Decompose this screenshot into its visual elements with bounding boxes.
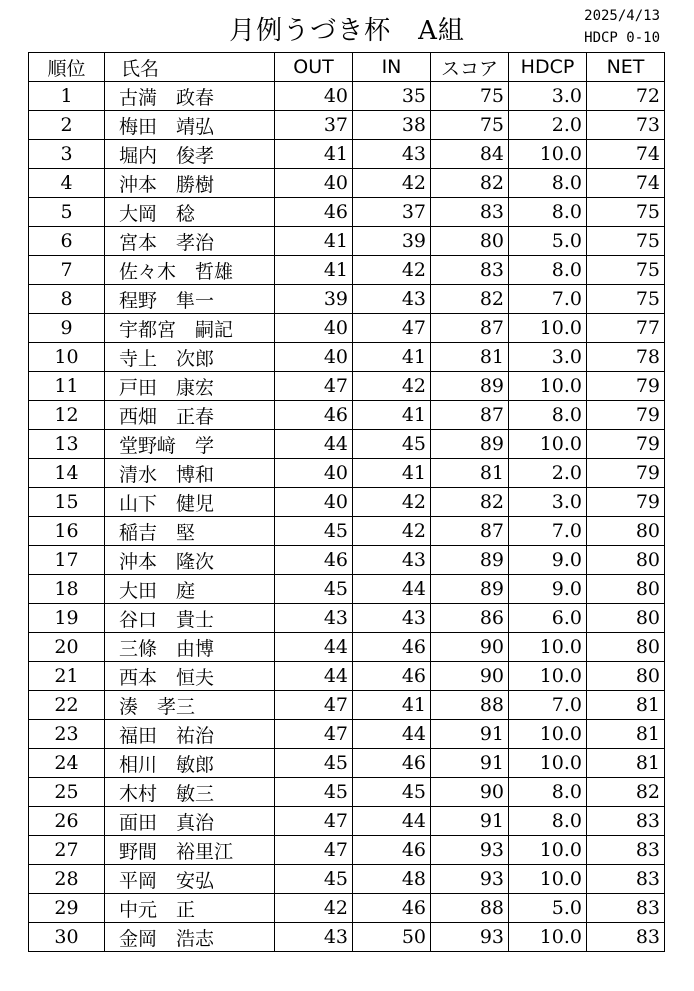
col-header-hdcp: HDCP: [509, 53, 587, 82]
out-cell: 37: [275, 111, 353, 140]
name-cell: 古満 政春: [105, 82, 275, 111]
in-cell: 42: [353, 517, 431, 546]
score-cell: 93: [431, 836, 509, 865]
in-cell: 41: [353, 691, 431, 720]
hdcp-cell: 10.0: [509, 720, 587, 749]
net-cell: 75: [587, 227, 665, 256]
hdcp-cell: 10.0: [509, 865, 587, 894]
name-cell: 西本 恒夫: [105, 662, 275, 691]
table-row: [29, 807, 665, 836]
score-cell: 81: [431, 343, 509, 372]
in-cell: 37: [353, 198, 431, 227]
in-cell: 44: [353, 720, 431, 749]
hdcp-cell: 7.0: [509, 517, 587, 546]
name-cell: 寺上 次郎: [105, 343, 275, 372]
score-cell: 87: [431, 314, 509, 343]
hdcp-cell: 10.0: [509, 836, 587, 865]
hdcp-cell: 8.0: [509, 198, 587, 227]
rank-cell: 8: [29, 285, 105, 314]
out-cell: 47: [275, 691, 353, 720]
in-cell: 43: [353, 285, 431, 314]
net-cell: 79: [587, 459, 665, 488]
name-cell: 野間 裕里江: [105, 836, 275, 865]
in-cell: 44: [353, 807, 431, 836]
net-cell: 83: [587, 836, 665, 865]
rank-cell: 30: [29, 923, 105, 952]
net-cell: 73: [587, 111, 665, 140]
out-cell: 40: [275, 488, 353, 517]
score-cell: 89: [431, 372, 509, 401]
score-cell: 82: [431, 488, 509, 517]
table-row: [29, 140, 665, 169]
hdcp-range: HDCP 0-10: [584, 30, 660, 46]
table-row: [29, 575, 665, 604]
out-cell: 44: [275, 430, 353, 459]
net-cell: 77: [587, 314, 665, 343]
in-cell: 35: [353, 82, 431, 111]
table-row: [29, 314, 665, 343]
in-cell: 46: [353, 662, 431, 691]
rank-cell: 3: [29, 140, 105, 169]
name-cell: 堀内 俊孝: [105, 140, 275, 169]
in-cell: 43: [353, 604, 431, 633]
rank-cell: 11: [29, 372, 105, 401]
table-row: [29, 227, 665, 256]
net-cell: 79: [587, 488, 665, 517]
hdcp-cell: 6.0: [509, 604, 587, 633]
net-cell: 75: [587, 285, 665, 314]
hdcp-cell: 10.0: [509, 633, 587, 662]
in-cell: 41: [353, 343, 431, 372]
table-row: [29, 488, 665, 517]
in-cell: 46: [353, 749, 431, 778]
hdcp-cell: 8.0: [509, 169, 587, 198]
in-cell: 38: [353, 111, 431, 140]
name-cell: 三條 由博: [105, 633, 275, 662]
score-cell: 90: [431, 778, 509, 807]
net-cell: 83: [587, 865, 665, 894]
net-cell: 79: [587, 430, 665, 459]
table-row: [29, 633, 665, 662]
hdcp-cell: 9.0: [509, 546, 587, 575]
hdcp-cell: 8.0: [509, 807, 587, 836]
name-cell: 福田 祐治: [105, 720, 275, 749]
score-cell: 75: [431, 82, 509, 111]
table-row: [29, 720, 665, 749]
in-cell: 43: [353, 140, 431, 169]
name-cell: 堂野﨑 学: [105, 430, 275, 459]
score-cell: 84: [431, 140, 509, 169]
name-cell: 谷口 貴士: [105, 604, 275, 633]
hdcp-cell: 8.0: [509, 401, 587, 430]
out-cell: 40: [275, 459, 353, 488]
table-row: [29, 285, 665, 314]
score-cell: 89: [431, 546, 509, 575]
name-cell: 金岡 浩志: [105, 923, 275, 952]
table-row: [29, 894, 665, 923]
net-cell: 72: [587, 82, 665, 111]
hdcp-cell: 5.0: [509, 894, 587, 923]
hdcp-cell: 2.0: [509, 459, 587, 488]
hdcp-cell: 3.0: [509, 82, 587, 111]
rank-cell: 18: [29, 575, 105, 604]
rank-cell: 12: [29, 401, 105, 430]
table-row: [29, 198, 665, 227]
name-cell: 沖本 隆次: [105, 546, 275, 575]
rank-cell: 22: [29, 691, 105, 720]
hdcp-cell: 8.0: [509, 778, 587, 807]
rank-cell: 13: [29, 430, 105, 459]
hdcp-cell: 7.0: [509, 285, 587, 314]
rank-cell: 15: [29, 488, 105, 517]
hdcp-cell: 10.0: [509, 314, 587, 343]
score-cell: 75: [431, 111, 509, 140]
out-cell: 46: [275, 198, 353, 227]
in-cell: 41: [353, 401, 431, 430]
in-cell: 42: [353, 372, 431, 401]
net-cell: 80: [587, 546, 665, 575]
out-cell: 43: [275, 923, 353, 952]
hdcp-cell: 3.0: [509, 343, 587, 372]
in-cell: 47: [353, 314, 431, 343]
table-row: [29, 169, 665, 198]
out-cell: 47: [275, 836, 353, 865]
hdcp-cell: 10.0: [509, 140, 587, 169]
net-cell: 79: [587, 401, 665, 430]
table-row: [29, 923, 665, 952]
in-cell: 45: [353, 430, 431, 459]
in-cell: 46: [353, 633, 431, 662]
rank-cell: 2: [29, 111, 105, 140]
name-cell: 面田 真治: [105, 807, 275, 836]
score-cell: 93: [431, 865, 509, 894]
name-cell: 西畑 正春: [105, 401, 275, 430]
score-cell: 88: [431, 691, 509, 720]
out-cell: 46: [275, 401, 353, 430]
out-cell: 45: [275, 517, 353, 546]
hdcp-cell: 9.0: [509, 575, 587, 604]
rank-cell: 26: [29, 807, 105, 836]
table-row: [29, 691, 665, 720]
rank-cell: 6: [29, 227, 105, 256]
score-cell: 82: [431, 285, 509, 314]
name-cell: 中元 正: [105, 894, 275, 923]
out-cell: 39: [275, 285, 353, 314]
out-cell: 44: [275, 633, 353, 662]
name-cell: 沖本 勝樹: [105, 169, 275, 198]
table-row: [29, 836, 665, 865]
rank-cell: 9: [29, 314, 105, 343]
table-row: [29, 546, 665, 575]
in-cell: 41: [353, 459, 431, 488]
rank-cell: 27: [29, 836, 105, 865]
name-cell: 宇都宮 嗣記: [105, 314, 275, 343]
rank-cell: 28: [29, 865, 105, 894]
name-cell: 大田 庭: [105, 575, 275, 604]
out-cell: 41: [275, 256, 353, 285]
out-cell: 42: [275, 894, 353, 923]
net-cell: 75: [587, 198, 665, 227]
out-cell: 45: [275, 749, 353, 778]
table-row: [29, 778, 665, 807]
score-cell: 90: [431, 662, 509, 691]
score-cell: 86: [431, 604, 509, 633]
net-cell: 83: [587, 923, 665, 952]
out-cell: 47: [275, 372, 353, 401]
in-cell: 43: [353, 546, 431, 575]
name-cell: 大岡 稔: [105, 198, 275, 227]
net-cell: 81: [587, 749, 665, 778]
score-cell: 91: [431, 749, 509, 778]
table-row: [29, 517, 665, 546]
out-cell: 45: [275, 575, 353, 604]
score-cell: 81: [431, 459, 509, 488]
rank-cell: 20: [29, 633, 105, 662]
score-cell: 87: [431, 517, 509, 546]
rank-cell: 23: [29, 720, 105, 749]
out-cell: 40: [275, 343, 353, 372]
in-cell: 42: [353, 488, 431, 517]
table-row: [29, 749, 665, 778]
rank-cell: 4: [29, 169, 105, 198]
net-cell: 81: [587, 720, 665, 749]
net-cell: 81: [587, 691, 665, 720]
name-cell: 相川 敏郎: [105, 749, 275, 778]
rank-cell: 19: [29, 604, 105, 633]
table-row: [29, 459, 665, 488]
rank-cell: 25: [29, 778, 105, 807]
rank-cell: 7: [29, 256, 105, 285]
out-cell: 41: [275, 140, 353, 169]
hdcp-cell: 7.0: [509, 691, 587, 720]
name-cell: 清水 博和: [105, 459, 275, 488]
name-cell: 梅田 靖弘: [105, 111, 275, 140]
out-cell: 40: [275, 314, 353, 343]
hdcp-cell: 10.0: [509, 749, 587, 778]
net-cell: 83: [587, 807, 665, 836]
in-cell: 39: [353, 227, 431, 256]
score-cell: 80: [431, 227, 509, 256]
score-cell: 89: [431, 575, 509, 604]
name-cell: 戸田 康宏: [105, 372, 275, 401]
hdcp-cell: 3.0: [509, 488, 587, 517]
table-row: [29, 372, 665, 401]
out-cell: 46: [275, 546, 353, 575]
rank-cell: 24: [29, 749, 105, 778]
out-cell: 41: [275, 227, 353, 256]
out-cell: 47: [275, 720, 353, 749]
table-row: [29, 82, 665, 111]
hdcp-cell: 10.0: [509, 662, 587, 691]
page-title: 月例うづき杯 A組: [229, 16, 465, 46]
col-header-score: スコア: [431, 53, 509, 82]
name-cell: 木村 敏三: [105, 778, 275, 807]
col-header-in: IN: [353, 53, 431, 82]
out-cell: 40: [275, 82, 353, 111]
col-header-out: OUT: [275, 53, 353, 82]
score-cell: 93: [431, 923, 509, 952]
score-cell: 91: [431, 720, 509, 749]
table-row: [29, 256, 665, 285]
table-row: [29, 865, 665, 894]
in-cell: 42: [353, 256, 431, 285]
rank-cell: 17: [29, 546, 105, 575]
rank-cell: 5: [29, 198, 105, 227]
net-cell: 79: [587, 372, 665, 401]
event-date: 2025/4/13: [584, 8, 660, 24]
rank-cell: 29: [29, 894, 105, 923]
net-cell: 82: [587, 778, 665, 807]
in-cell: 46: [353, 836, 431, 865]
col-header-rank: 順位: [29, 53, 105, 82]
table-row: [29, 343, 665, 372]
rank-cell: 21: [29, 662, 105, 691]
net-cell: 80: [587, 662, 665, 691]
table-row: [29, 662, 665, 691]
score-cell: 91: [431, 807, 509, 836]
out-cell: 40: [275, 169, 353, 198]
in-cell: 50: [353, 923, 431, 952]
name-cell: 程野 隼一: [105, 285, 275, 314]
rank-cell: 10: [29, 343, 105, 372]
score-cell: 90: [431, 633, 509, 662]
in-cell: 45: [353, 778, 431, 807]
col-header-net: NET: [587, 53, 665, 82]
name-cell: 宮本 孝治: [105, 227, 275, 256]
score-cell: 83: [431, 256, 509, 285]
hdcp-cell: 10.0: [509, 430, 587, 459]
in-cell: 44: [353, 575, 431, 604]
table-row: [29, 401, 665, 430]
table-row: [29, 604, 665, 633]
net-cell: 75: [587, 256, 665, 285]
hdcp-cell: 2.0: [509, 111, 587, 140]
net-cell: 74: [587, 140, 665, 169]
net-cell: 83: [587, 894, 665, 923]
in-cell: 42: [353, 169, 431, 198]
score-cell: 83: [431, 198, 509, 227]
header-row: [29, 53, 665, 82]
name-cell: 稲吉 堅: [105, 517, 275, 546]
rank-cell: 14: [29, 459, 105, 488]
hdcp-cell: 10.0: [509, 923, 587, 952]
hdcp-cell: 10.0: [509, 372, 587, 401]
net-cell: 74: [587, 169, 665, 198]
table-row: [29, 111, 665, 140]
name-cell: 湊 孝三: [105, 691, 275, 720]
hdcp-cell: 8.0: [509, 256, 587, 285]
in-cell: 46: [353, 894, 431, 923]
net-cell: 78: [587, 343, 665, 372]
rank-cell: 16: [29, 517, 105, 546]
name-cell: 佐々木 哲雄: [105, 256, 275, 285]
score-cell: 87: [431, 401, 509, 430]
net-cell: 80: [587, 604, 665, 633]
name-cell: 山下 健児: [105, 488, 275, 517]
net-cell: 80: [587, 633, 665, 662]
rank-cell: 1: [29, 82, 105, 111]
table-row: [29, 430, 665, 459]
out-cell: 47: [275, 807, 353, 836]
col-header-name: 氏名: [105, 53, 275, 82]
net-cell: 80: [587, 517, 665, 546]
name-cell: 平岡 安弘: [105, 865, 275, 894]
out-cell: 45: [275, 778, 353, 807]
out-cell: 43: [275, 604, 353, 633]
hdcp-cell: 5.0: [509, 227, 587, 256]
score-cell: 82: [431, 169, 509, 198]
score-cell: 89: [431, 430, 509, 459]
out-cell: 45: [275, 865, 353, 894]
score-cell: 88: [431, 894, 509, 923]
results-table: [28, 52, 665, 952]
net-cell: 80: [587, 575, 665, 604]
in-cell: 48: [353, 865, 431, 894]
out-cell: 44: [275, 662, 353, 691]
